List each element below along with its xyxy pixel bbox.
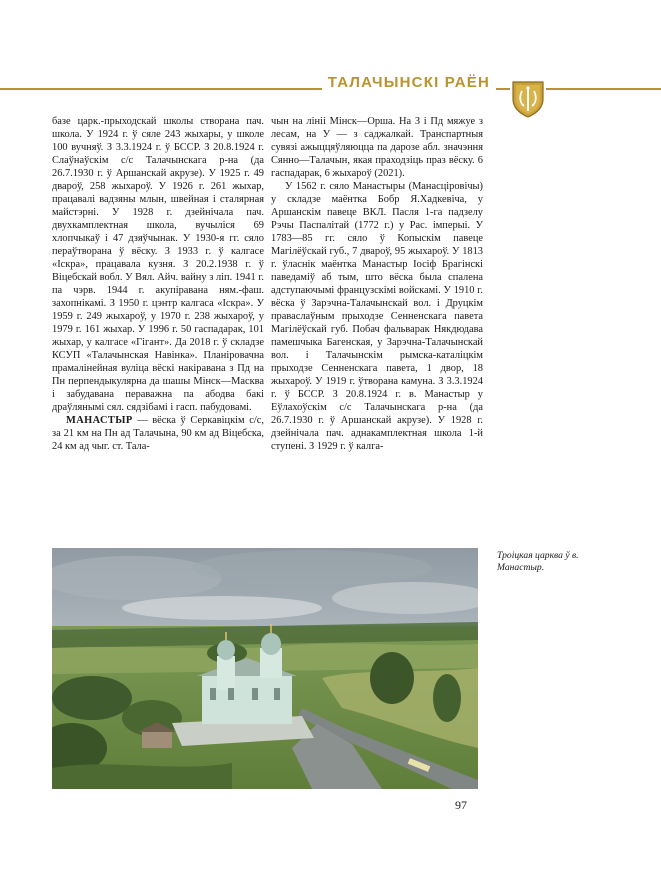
district-coat-of-arms-icon: [510, 79, 546, 119]
paragraph-entry: [52, 414, 264, 453]
paragraph: базе царк.-прыходскай школы створана пач. школа. У 1924 г. ў сяле 243 жыхары, у школе 100 вучняў. З 3.3.1924 г. ў БССР. З 20.8.1924 г. Слаўнаўскім с/с Талачынскага р-на (да 26.7.1930 г. ў Аршанскай акрузе). У 1925 г. 49 двароў, 258 жыхароў. У 1926 г. 261 жыхар, працавалі вадзяны млын, швейная і сталярная майстэрні. У 1928 г. дзейнічала пач. двухкамплектная школа, вучылiся 69 хлопчыкаў і 47 дзяўчынак. У 1930-я гг. сяло пераўтворана ў вёску. З 1933 г. ў калгасе «Іскра», працавала кузня. З 20.2.1938 г. ў Віцебскай вобл. У Вял. Айч. вайну з ліп. 1941 г. па чэрв. 1944 г. акупіравана ням.-фаш. захопнікамі. З 1950 г. цэнтр калгаса «Іскра». У 1959 г. 249 жыхароў, у 1970 г. 238 жыхароў, у 1979 г. 161 жыхар. У 1996 г. 50 гаспадарак, 101 жыхар, у калгасе «Гігант». Да 2018 г. ў складзе КСУП «Талачынская Навінка». Планіровачна прамалінейная вуліца вёскі накіравана з Пд на Пн перпендыкулярна да шашы Мінск—Масква і забудавана пераважна па абодва бакі драўлянымі сял. сядзібамі і гасп. пабудовамі.: [52, 116, 264, 413]
photo-caption: Троіцкая царква ў в. Манастыр.: [497, 550, 579, 573]
section-title: ТАЛАЧЫНСКІ РАЁН: [322, 74, 496, 91]
paragraph: У 1562 г. сяло Манастыры (Манасціровічы) у складзе маёнтка Бобр Я.Хадкевіча, у Аршанскім павеце ВКЛ. Пасля 1-га падзелу Рэчы Паспалітай (1772 г.) у Рас. імперыі. У 1783—85 гг. сяло ў Копыскім павеце Магілёўскай губ., 7 двароў, 95 жыхароў. У 1813 г. ўласнік маёнтка Манастыр Іосіф Брагінскі паведаміў аб тым, што вёска была спалена адступаючымі французскімі войскамі. У 1910 г. вёска ў Зарэчна-Талачынскай вол. і Друцкім праваслаўным прыходзе Сенненскага павета Магілёўскай губ. Побач фальварак Някдюдава памешчыка Багенская, у Зарэчна-Талачынскай вол. і Талачынскім рымска-каталіцкім прыходзе Сенненскага павета, 1 двор, 18 жыхароў. У 1919 г. ўтворана камуна. З 3.3.1924 г. ў БССР. З 20.8.1924 г. в. Манастыр у Еўлахоўскім с/с Талачынскага р-на (да 26.7.1930 г. ў Аршанскай акрузе). У 1928 г. дзейнічала пач. аднакамплектная школа 1-й ступені. З 1929 г. ў калга-: [271, 181, 483, 452]
text-column-right: [271, 115, 483, 453]
church-photo: [52, 548, 478, 789]
paragraph: чын на лініі Мінск—Орша. На З і Пд мяжуе з лесам, на У — з саджалкай. Транспартныя сувязі ажыццяўляюцца па дарозе абл. значэння Сянно—Талачын, якая праходзіць праз вёску. 6 гаспадарак, 6 жыхароў (2021).: [271, 116, 483, 179]
entry-headword: МАНАСТЫР: [66, 415, 133, 426]
text-column-left: [52, 115, 264, 453]
entry-text: — вёска ў Серкавіцкім с/с, за 21 км на Пн ад Талачына, 90 км ад Віцебска, 24 км ад чыг. ст. Тала-: [52, 415, 264, 452]
page-number: 97: [455, 798, 467, 812]
